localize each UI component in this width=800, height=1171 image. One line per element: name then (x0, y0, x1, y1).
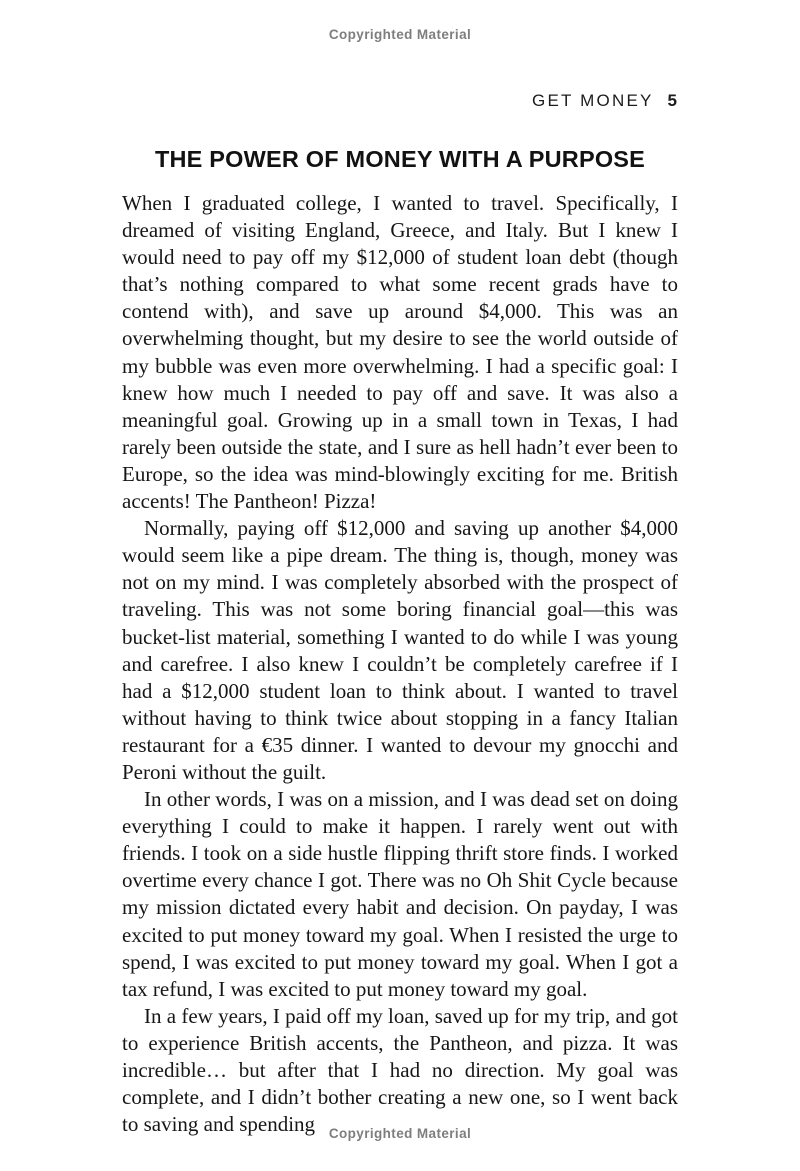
running-header-chapter: GET MONEY (532, 91, 654, 110)
body-text (122, 190, 678, 1138)
paragraph: In other words, I was on a mission, and I was dead set on doing everything I could to make it happen. I rarely went out with friends. I took on a side hustle flipping thrift store finds. I worked overtime every chance I got. There was no Oh Shit Cycle because my mission dictated every habit and decision. On payday, I was excited to put money toward my goal. When I resisted the urge to spend, I was excited to put money toward my goal. When I got a tax refund, I was excited to put money toward my goal. (122, 787, 678, 1001)
page-number: 5 (667, 91, 677, 110)
paragraph: When I graduated college, I wanted to travel. Specifically, I dreamed of visiting England, Greece, and Italy. But I knew I would need to pay off my $12,000 of student loan debt (though that’s nothing compared to what some recent grads have to contend with), and save up around $4,000. This was an overwhelming thought, but my desire to see the world outside of my bubble was even more overwhelming. I had a specific goal: I knew how much I needed to pay off and save. It was also a meaningful goal. Growing up in a small town in Texas, I had rarely been outside the state, and I sure as hell hadn’t ever been to Europe, so the idea was mind-blowingly exciting for me. British accents! The Pantheon! Pizza! (122, 191, 678, 514)
section-title: THE POWER OF MONEY WITH A PURPOSE (154, 146, 646, 172)
copyright-notice-bottom: Copyrighted Material (328, 1126, 472, 1141)
paragraph: In a few years, I paid off my loan, saved up for my trip, and got to experience British accents, the Pantheon, and pizza. It was incredible… but after that I had no direction. My goal was complete, and I didn’t bother creating a new one, so I went back to saving and spending (122, 1003, 678, 1137)
paragraph: Normally, paying off $12,000 and saving up another $4,000 would seem like a pipe dream. The thing is, though, money was not on my mind. I was completely absorbed with the prospect of traveling. This was not some boring financial goal—this was bucket-list material, something I wanted to do while I was young and carefree. I also knew I couldn’t be completely carefree if I had a $12,000 student loan to think about. I wanted to travel without having to think twice about stopping in a fancy Italian restaurant for a €35 dinner. I wanted to devour my gnocchi and Peroni without the guilt. (122, 516, 678, 784)
copyright-notice-top: Copyrighted Material (328, 27, 472, 42)
running-header (532, 91, 677, 111)
